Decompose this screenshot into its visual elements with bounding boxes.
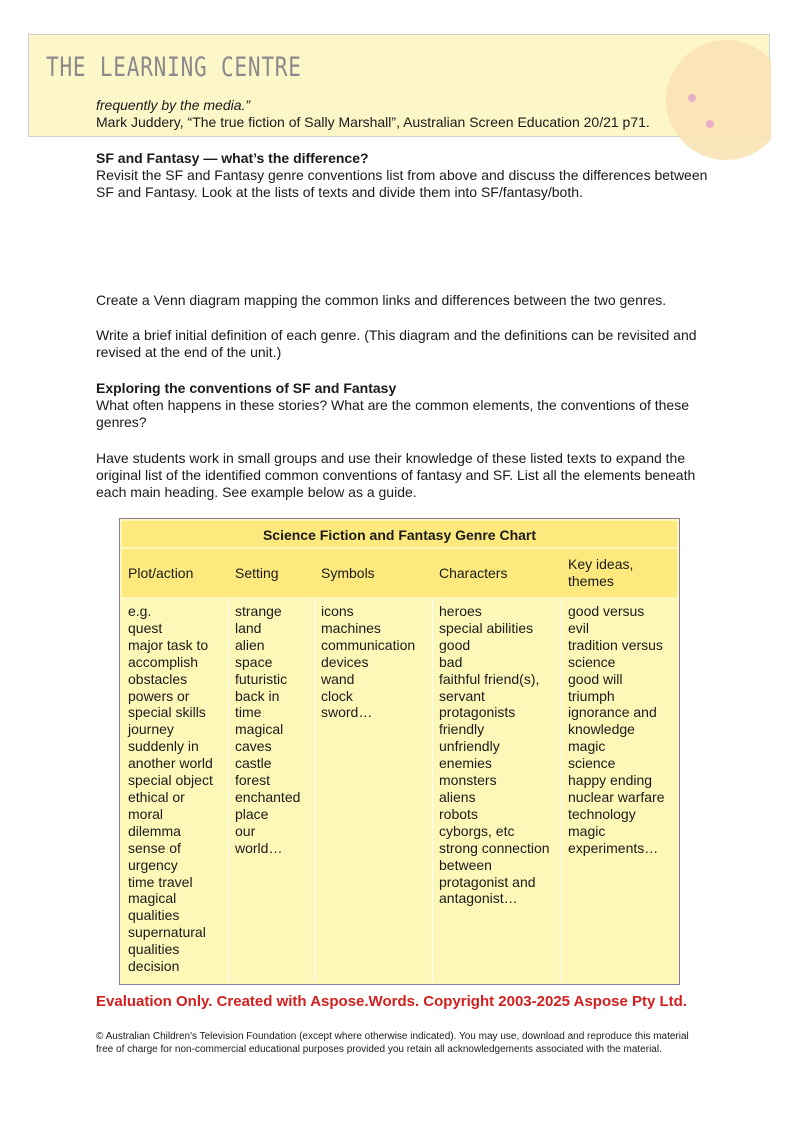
- header-setting: Setting: [235, 564, 279, 581]
- section-body-difference: Revisit the SF and Fantasy genre conventions list from above and discuss the differences between SF and Fantasy. Look at the lists of texts and divide them into SF/fantasy/both.: [96, 167, 708, 200]
- table-cell-line: back in: [235, 687, 280, 704]
- table-cell-line: land: [235, 619, 262, 636]
- column-divider: [432, 599, 433, 982]
- table-cell-line: major task to: [128, 636, 209, 653]
- table-cell-line: evil: [568, 619, 590, 636]
- evaluation-notice: Evaluation Only. Created with Aspose.Words. Copyright 2003-2025 Aspose Pty Ltd.: [96, 993, 687, 1010]
- table-cell-line: technology: [568, 805, 636, 822]
- table-cell-line: heroes: [439, 603, 482, 619]
- section-heading-difference: SF and Fantasy — what’s the difference?: [96, 150, 369, 166]
- table-cell-line: magic: [568, 822, 606, 839]
- header-plot-action: Plot/action: [128, 564, 194, 581]
- genre-chart-table: [119, 518, 680, 985]
- face-eye-left: [688, 94, 696, 102]
- table-cell-line: journey: [128, 721, 174, 738]
- table-cell-line: forest: [235, 772, 271, 789]
- table-cell-line: devices: [321, 653, 369, 670]
- table-cell-line: caves: [235, 738, 272, 755]
- table-cell-line: nuclear warfare: [568, 788, 665, 805]
- table-cell-line: triumph: [568, 687, 615, 704]
- quote-citation: Mark Juddery, “The true fiction of Sally Marshall”, Australian Screen Education 20/21 p71.: [96, 114, 650, 130]
- copyright-footer: © Australian Children's Television Foundation (except where otherwise indicated). You may use, download and reproduce this material free of charge for non-commercial educational purposes provided you retain all acknowledgements associated with the material.: [96, 1031, 689, 1055]
- table-cell-line: ignorance and: [568, 704, 657, 721]
- table-title: Science Fiction and Fantasy Genre Chart: [122, 521, 677, 547]
- table-cell-line: moral: [128, 805, 164, 822]
- table-cell-line: machines: [321, 619, 381, 636]
- table-cell-line: castle: [235, 755, 272, 772]
- table-cell-line: qualities: [128, 941, 180, 958]
- table-cell-line: special skills: [128, 704, 206, 721]
- learning-centre-logo: THE LEARNING CENTRE: [46, 52, 302, 83]
- column-symbols: [321, 603, 415, 721]
- table-cell-line: good: [439, 636, 471, 653]
- table-cell-line: futuristic: [235, 670, 288, 687]
- table-cell-line: another world: [128, 755, 213, 772]
- table-cell-line: time: [235, 704, 262, 721]
- column-divider: [228, 599, 229, 982]
- table-cell-line: faithful friend(s),: [439, 670, 540, 687]
- table-cell-line: knowledge: [568, 721, 635, 738]
- table-cell-line: cyborgs, etc: [439, 822, 515, 839]
- table-cell-line: communication: [321, 636, 416, 653]
- table-cell-line: decision: [128, 958, 180, 975]
- table-cell-line: science: [568, 653, 616, 670]
- table-cell-line: tradition versus: [568, 636, 663, 653]
- section-body-conventions: What often happens in these stories? What are the common elements, the conventions of these genres?: [96, 397, 690, 430]
- table-cell-line: experiments…: [568, 839, 659, 856]
- table-cell-line: antagonist…: [439, 890, 518, 907]
- face-eye-right: [706, 120, 714, 128]
- table-cell-line: sword…: [321, 704, 373, 721]
- quote-continuation: frequently by the media.”: [96, 97, 251, 113]
- table-cell-line: magic: [568, 738, 606, 755]
- table-cell-line: enemies: [439, 755, 492, 772]
- table-cell-line: science: [568, 755, 616, 772]
- table-cell-line: ethical or: [128, 788, 185, 805]
- table-cell-line: special object: [128, 772, 213, 789]
- table-cell-line: enchanted: [235, 788, 301, 805]
- table-cell-line: monsters: [439, 772, 497, 789]
- header-characters: Characters: [439, 564, 508, 581]
- table-cell-line: magical: [235, 721, 284, 738]
- groups-instruction: Have students work in small groups and use their knowledge of these listed texts to expand the original list of the identified common conventions of fantasy and SF. List all the elements beneath each main heading. See example below as a guide.: [96, 450, 696, 500]
- table-cell-line: qualities: [128, 907, 180, 924]
- table-cell-line: servant: [439, 687, 485, 704]
- table-cell-line: clock: [321, 687, 353, 704]
- section-heading-conventions: Exploring the conventions of SF and Fantasy: [96, 380, 397, 396]
- table-cell-line: obstacles: [128, 670, 188, 687]
- table-cell-line: time travel: [128, 873, 193, 890]
- table-cell-line: alien: [235, 636, 265, 653]
- venn-instruction: Create a Venn diagram mapping the common links and differences between the two genres.: [96, 292, 667, 308]
- table-cell-line: urgency: [128, 856, 178, 873]
- table-cell-line: sense of: [128, 839, 181, 856]
- table-cell-line: world…: [235, 839, 283, 856]
- column-plot-action: [128, 603, 213, 975]
- table-cell-line: quest: [128, 619, 163, 636]
- table-cell-line: accomplish: [128, 653, 199, 670]
- table-cell-line: suddenly in: [128, 738, 199, 755]
- table-cell-line: friendly: [439, 721, 485, 738]
- column-divider: [314, 599, 315, 982]
- table-cell-line: special abilities: [439, 619, 534, 636]
- table-cell-line: protagonist and: [439, 873, 536, 890]
- table-cell-line: strong connection: [439, 839, 550, 856]
- table-cell-line: bad: [439, 653, 463, 670]
- definition-instruction: Write a brief initial definition of each genre. (This diagram and the definitions can be revisited and revised at the end of the unit.): [96, 327, 697, 360]
- table-cell-line: between: [439, 856, 492, 873]
- table-cell-line: protagonists: [439, 704, 516, 721]
- table-cell-line: e.g.: [128, 603, 152, 619]
- table-cell-line: place: [235, 805, 269, 822]
- table-cell-line: good will: [568, 670, 623, 687]
- table-cell-line: our: [235, 822, 256, 839]
- column-key-ideas: [568, 603, 665, 857]
- table-cell-line: unfriendly: [439, 738, 500, 755]
- table-cell-line: space: [235, 653, 273, 670]
- table-cell-line: dilemma: [128, 822, 181, 839]
- column-divider: [561, 599, 562, 982]
- table-cell-line: aliens: [439, 788, 476, 805]
- table-cell-line: happy ending: [568, 772, 653, 789]
- table-cell-line: strange: [235, 603, 282, 619]
- table-cell-line: supernatural: [128, 924, 206, 941]
- table-cell-line: wand: [321, 670, 355, 687]
- table-header-row: [122, 549, 677, 597]
- header-key-ideas: Key ideas, themes: [568, 556, 634, 589]
- table-cell-line: magical: [128, 890, 177, 907]
- smiley-face-graphic: [666, 40, 786, 160]
- table-cell-line: powers or: [128, 687, 190, 704]
- header-symbols: Symbols: [321, 564, 375, 581]
- column-characters: [439, 603, 550, 907]
- table-cell-line: robots: [439, 805, 478, 822]
- column-setting: [235, 603, 300, 857]
- table-cell-line: good versus: [568, 603, 645, 619]
- table-cell-line: icons: [321, 603, 354, 619]
- page-margin: [771, 30, 800, 170]
